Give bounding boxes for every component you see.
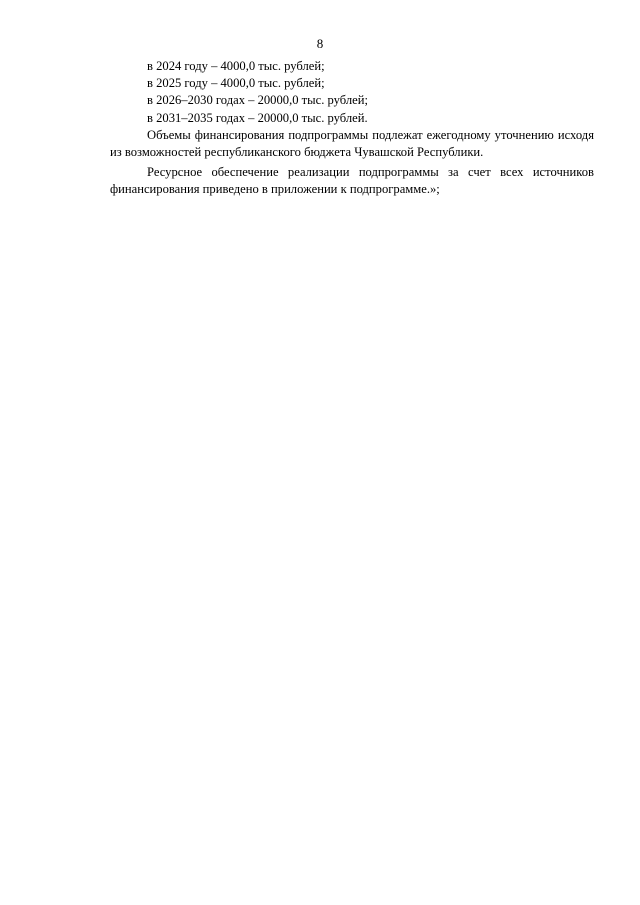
document-body <box>110 58 594 199</box>
financing-line-2026-2030: в 2026–2030 годах – 20000,0 тыс. рублей; <box>147 93 368 108</box>
financing-line-2024: в 2024 году – 4000,0 тыс. рублей; <box>147 59 325 73</box>
page-number: 8 <box>316 36 324 51</box>
paragraph-resource-provision: Ресурсное обеспечение реализации подпрограммы за счет всех источников финансирования приведено в приложении к подпрограмме.»; <box>110 165 594 197</box>
financing-line-2025: в 2025 году – 4000,0 тыс. рублей; <box>147 76 325 91</box>
paragraph-financing-adjustment: Объемы финансирования подпрограммы подлежат ежегодному уточнению исходя из возможностей республиканского бюджета Чувашской Республики. <box>110 127 594 160</box>
financing-line-2031-2035: в 2031–2035 годах – 20000,0 тыс. рублей. <box>147 110 368 125</box>
